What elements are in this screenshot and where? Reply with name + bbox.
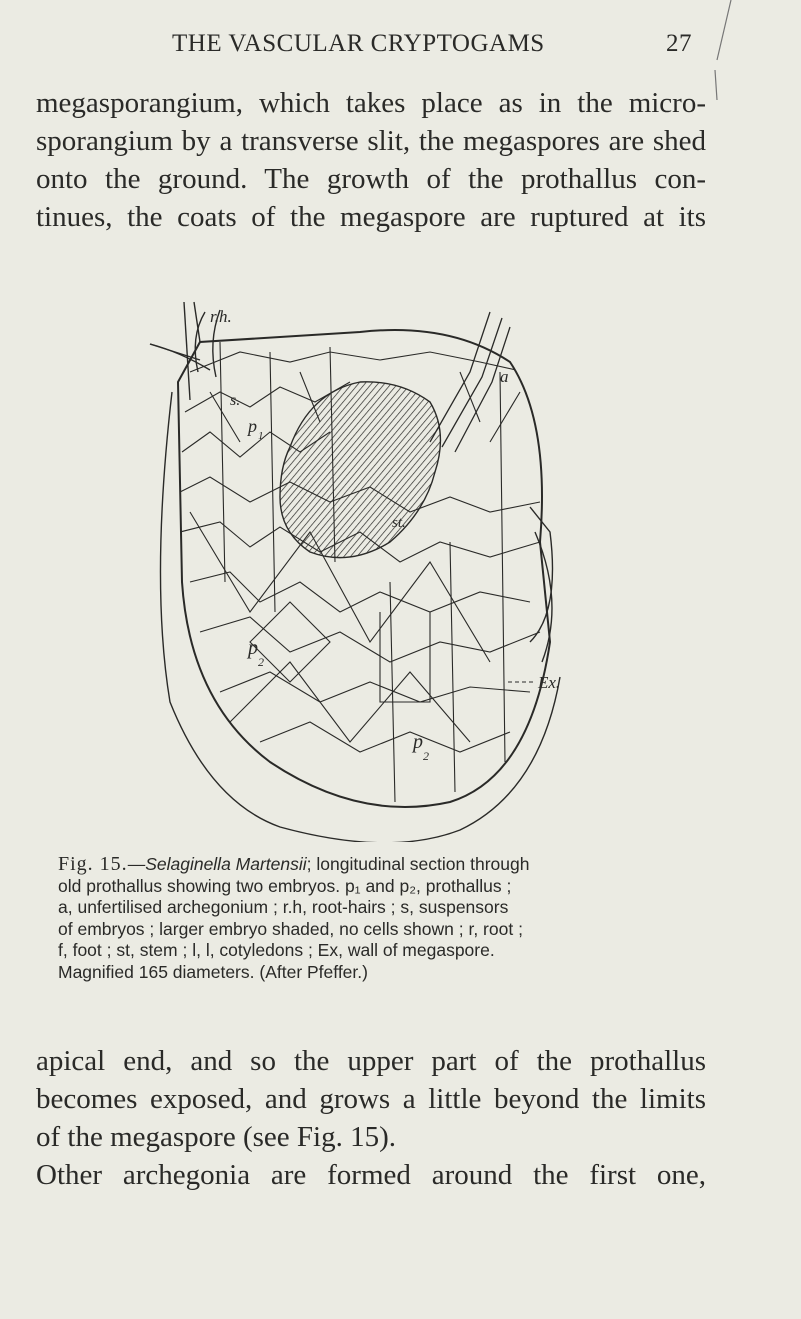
label-embryo-subscript: 1 — [258, 430, 264, 442]
figure-15 — [130, 282, 730, 842]
label-stem: st. — [392, 515, 406, 531]
text-line: of the megaspore (see Fig. 15). — [36, 1121, 396, 1153]
caption-line-6: Magnified 165 diameters. (After Pfeffer.) — [58, 961, 368, 982]
label-archegonium: a — [500, 367, 509, 386]
label-suspensor: s. — [230, 392, 241, 409]
caption-line-2: old prothallus showing two embryos. p₁ and p₂, prothallus ; — [58, 875, 512, 896]
figure-caption — [58, 854, 706, 983]
page-header — [172, 30, 692, 64]
archegonium — [430, 312, 510, 452]
text-line: sporangium by a transverse slit, the megaspores are shed — [36, 125, 706, 157]
body-text-top — [36, 84, 706, 236]
page-number: 27 — [666, 30, 692, 57]
text-line: becomes exposed, and grows a little beyond the limits — [36, 1083, 706, 1115]
body-text-bottom — [36, 1042, 706, 1194]
caption-line-4: of embryos ; larger embryo shaded, no cells shown ; r, root ; — [58, 918, 523, 939]
text-line: apical end, and so the upper part of the prothallus — [36, 1045, 706, 1077]
label-prothallus-lower: p — [413, 731, 423, 753]
caption-line-1-rest: ; longitudinal section through — [306, 854, 530, 874]
caption-line-5: f, foot ; st, stem ; l, l, cotyledons ; Ex, wall of megaspore. — [58, 940, 495, 960]
label-root-hairs: r.h. — [210, 307, 232, 326]
caption-dash: — — [127, 854, 146, 874]
label-prothallus-upper-subscript: 2 — [258, 655, 264, 669]
prothallus-section-illustration — [130, 282, 730, 842]
running-title: THE VASCULAR CRYPTOGAMS — [172, 30, 545, 57]
caption-fig-label: Fig. 15. — [58, 853, 128, 875]
caption-line-1 — [58, 854, 706, 876]
label-prothallus-upper: p — [248, 637, 258, 659]
text-line: tinues, the coats of the megaspore are ruptured at its — [36, 201, 706, 233]
label-embryo: p — [248, 416, 257, 436]
caption-line-3: a, unfertilised archegonium ; r.h, root-hairs ; s, suspensors — [58, 897, 509, 917]
shaded-embryo — [280, 382, 440, 558]
label-exine: Ex. — [538, 673, 561, 692]
text-line: megasporangium, which takes place as in the micro- — [36, 87, 706, 119]
caption-species: Selaginella Martensii — [145, 854, 307, 874]
label-prothallus-lower-subscript: 2 — [423, 749, 429, 763]
text-line: onto the ground. The growth of the prothallus con- — [36, 163, 706, 195]
text-line: Other archegonia are formed around the first one, — [36, 1159, 706, 1191]
